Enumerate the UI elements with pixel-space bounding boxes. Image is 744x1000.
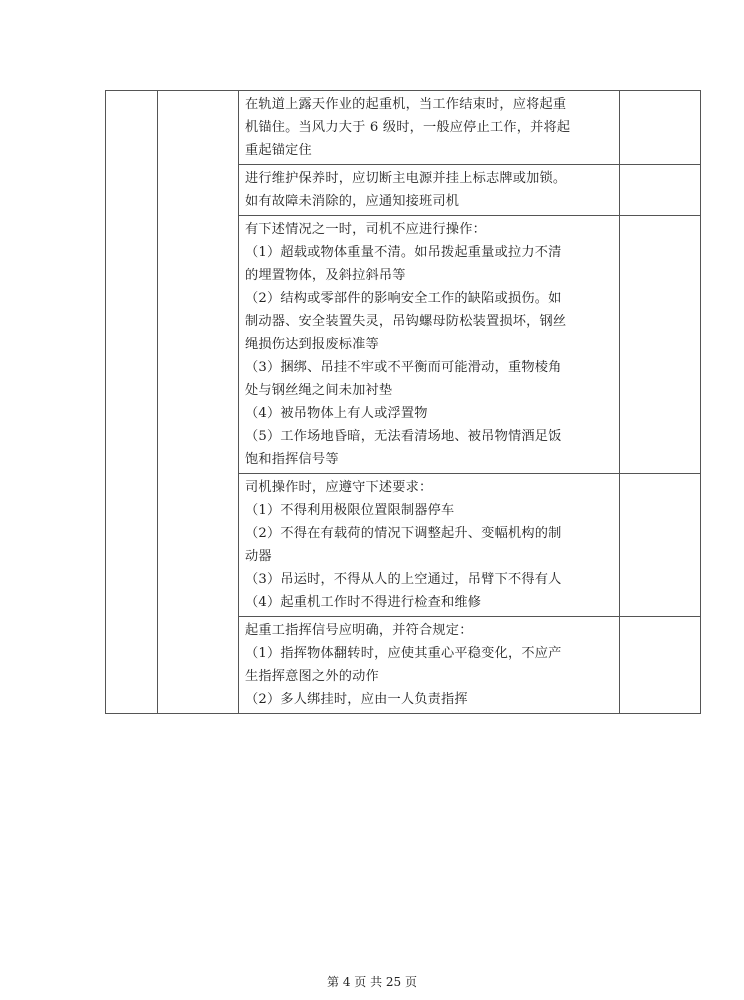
text-line: （2）不得在有载荷的情况下调整起升、变幅机构的制 (245, 526, 562, 541)
result-cell (620, 91, 701, 165)
text-line: 饱和指挥信号等 (245, 452, 339, 467)
text-line: 的埋置物体，及斜拉斜吊等 (245, 268, 406, 283)
text-line: 绳损伤达到报废标准等 (245, 337, 379, 352)
column-1-cell (106, 91, 158, 714)
content-cell (239, 617, 620, 714)
text-line: （4）起重机工作时不得进行检查和维修 (245, 595, 482, 610)
text-line: 有下述情况之一时，司机不应进行操作： (245, 222, 486, 237)
text-line: （1）指挥物体翻转时，应使其重心平稳变化，不应产 (245, 646, 562, 661)
text-line: 制动器、安全装置失灵，吊钩螺母防松装置损坏，钢丝 (245, 314, 567, 329)
text-line: 在轨道上露天作业的起重机，当工作结束时，应将起重 (245, 97, 567, 112)
text-line: 司机操作时，应遵守下述要求： (245, 480, 433, 495)
text-line: （3）捆绑、吊挂不牢或不平衡而可能滑动，重物棱角 (245, 360, 562, 375)
text-line: 处与钢丝绳之间未加衬垫 (245, 383, 393, 398)
text-line: 动器 (245, 549, 272, 564)
content-table (105, 90, 701, 714)
result-cell (620, 617, 701, 714)
content-cell (239, 474, 620, 617)
content-cell (239, 216, 620, 474)
text-line: （5）工作场地昏暗，无法看清场地、被吊物情酒足饭 (245, 429, 562, 444)
text-line: 如有故障未消除的，应通知接班司机 (245, 194, 460, 209)
content-cell (239, 91, 620, 165)
text-line: 重起锚定住 (245, 143, 312, 158)
column-2-cell (158, 91, 239, 714)
content-cell (239, 165, 620, 216)
result-cell (620, 216, 701, 474)
table-row (106, 91, 701, 165)
text-line: （4）被吊物体上有人或浮置物 (245, 406, 428, 421)
text-line: （2）多人绑挂时，应由一人负责指挥 (245, 692, 468, 707)
text-line: （3）吊运时，不得从人的上空通过，吊臂下不得有人 (245, 572, 562, 587)
text-line: 生指挥意图之外的动作 (245, 669, 379, 684)
text-line: 机锚住。当风力大于 6 级时，一般应停止工作，并将起 (245, 120, 571, 135)
result-cell (620, 165, 701, 216)
result-cell (620, 474, 701, 617)
text-line: 进行维护保养时，应切断主电源并挂上标志牌或加锁。 (245, 171, 567, 186)
text-line: （2）结构或零部件的影响安全工作的缺陷或损伤。如 (245, 291, 562, 306)
page-footer: 第 4 页 共 25 页 (327, 975, 417, 989)
text-line: （1）不得利用极限位置限制器停车 (245, 503, 455, 518)
text-line: 起重工指挥信号应明确，并符合规定： (245, 623, 473, 638)
text-line: （1）超载或物体重量不清。如吊拨起重量或拉力不清 (245, 245, 562, 260)
